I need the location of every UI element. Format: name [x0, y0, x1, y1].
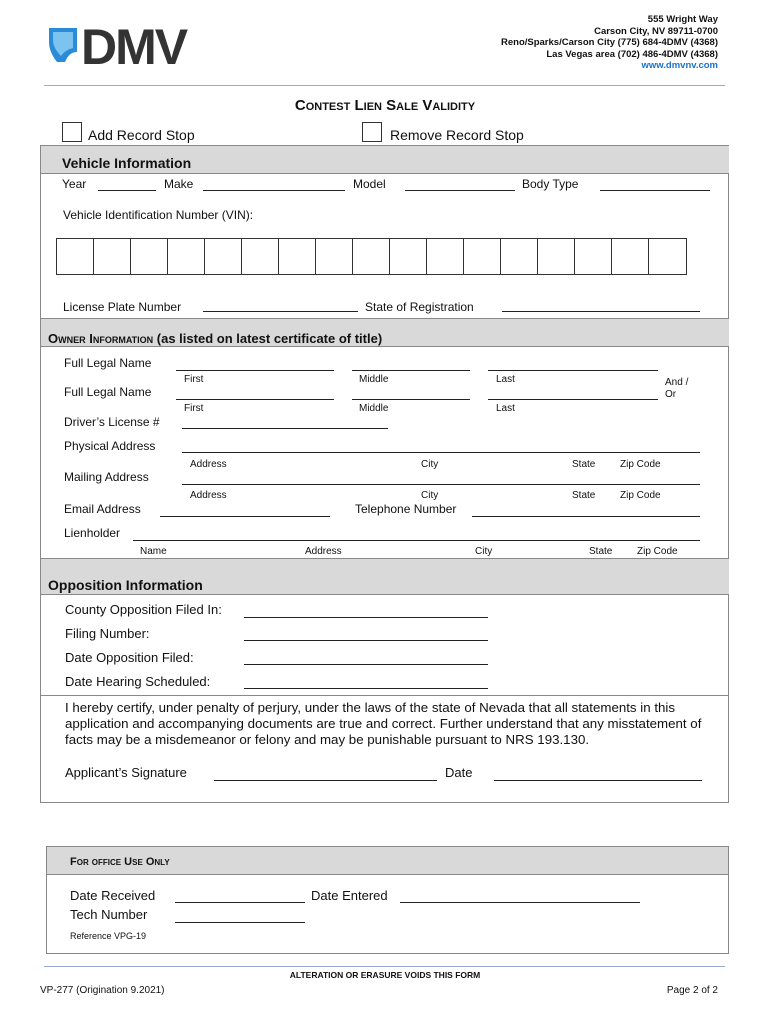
body-type-label: Body Type — [522, 177, 579, 191]
email-field[interactable] — [160, 516, 330, 517]
middle-caption-1: Middle — [359, 374, 389, 385]
email-label: Email Address — [64, 502, 141, 516]
signature-field[interactable] — [214, 780, 437, 781]
and-or-label-1: And / — [665, 377, 689, 388]
state-registration-label: State of Registration — [365, 300, 474, 314]
vin-cell[interactable] — [464, 239, 501, 274]
logo-text: DMV — [81, 19, 187, 75]
license-plate-field[interactable] — [203, 311, 358, 312]
address-line-1: 555 Wright Way — [647, 14, 718, 25]
tech-number-field[interactable] — [175, 922, 305, 923]
website-link[interactable]: www.dmvnv.com — [641, 60, 718, 71]
address-line-4: Las Vegas area (702) 486-4DMV (4368) — [546, 48, 718, 60]
address-caption-2: Address — [190, 490, 227, 501]
tech-number-label: Tech Number — [70, 907, 148, 922]
dmv-logo — [47, 19, 187, 75]
date-filed-field[interactable] — [244, 664, 488, 665]
zip-caption-1: Zip Code — [620, 459, 661, 470]
zip-caption-3: Zip Code — [637, 546, 678, 557]
vin-cell[interactable] — [427, 239, 464, 274]
model-field[interactable] — [405, 190, 515, 191]
county-field[interactable] — [244, 617, 488, 618]
name-caption: Name — [140, 546, 167, 557]
city-caption-2: City — [421, 490, 439, 501]
first-caption-1: First — [184, 374, 204, 385]
vin-grid[interactable] — [56, 238, 687, 275]
owner-title-note: (as listed on latest certificate of title) — [156, 331, 383, 346]
license-plate-label: License Plate Number — [63, 300, 182, 314]
year-label: Year — [62, 177, 87, 191]
middle-name-field-2[interactable] — [352, 399, 470, 400]
address-caption-1: Address — [190, 459, 227, 470]
and-or-label-2: Or — [665, 389, 677, 400]
vin-cell[interactable] — [612, 239, 649, 274]
middle-name-field-1[interactable] — [352, 370, 470, 371]
first-name-field-1[interactable] — [176, 370, 334, 371]
address-line-3: Reno/Sparks/Carson City (775) 684-4DMV (4368) — [501, 37, 718, 48]
add-record-stop-checkbox[interactable] — [62, 122, 82, 142]
vin-cell[interactable] — [501, 239, 538, 274]
mailing-address-label: Mailing Address — [64, 470, 149, 484]
header-rule — [44, 85, 725, 86]
city-caption-1: City — [421, 459, 439, 470]
state-caption-3: State — [589, 546, 613, 557]
lienholder-label: Lienholder — [64, 526, 121, 540]
date-hearing-field[interactable] — [244, 688, 488, 689]
last-name-field-2[interactable] — [488, 399, 658, 400]
vin-cell[interactable] — [57, 239, 94, 274]
form-title: Contest Lien Sale Validity — [294, 97, 476, 114]
add-record-stop-label: Add Record Stop — [88, 127, 195, 143]
footer-warning: ALTERATION OR ERASURE VOIDS THIS FORM — [289, 970, 481, 980]
state-caption-1: State — [572, 459, 596, 470]
form-id: VP-277 (Origination 9.2021) — [40, 985, 165, 996]
date-received-field[interactable] — [175, 902, 305, 903]
vehicle-section-title: Vehicle Information — [62, 155, 192, 171]
full-legal-name-label-2: Full Legal Name — [64, 385, 152, 399]
vin-cell[interactable] — [575, 239, 612, 274]
middle-caption-2: Middle — [359, 403, 389, 414]
zip-caption-2: Zip Code — [620, 490, 661, 501]
date-hearing-label: Date Hearing Scheduled: — [65, 674, 211, 689]
drivers-license-label: Driver’s License # — [64, 415, 160, 429]
remove-record-stop-checkbox[interactable] — [362, 122, 382, 142]
mailing-address-field[interactable] — [182, 484, 700, 485]
vin-cell[interactable] — [353, 239, 390, 274]
vin-cell[interactable] — [168, 239, 205, 274]
vin-label: Vehicle Identification Number (VIN): — [63, 208, 254, 222]
vin-cell[interactable] — [242, 239, 279, 274]
date-field[interactable] — [494, 780, 702, 781]
physical-address-field[interactable] — [182, 452, 700, 453]
last-caption-2: Last — [496, 403, 515, 414]
telephone-label: Telephone Number — [355, 502, 457, 516]
make-label: Make — [164, 177, 194, 191]
model-label: Model — [353, 177, 386, 191]
date-filed-label: Date Opposition Filed: — [65, 650, 194, 665]
certification-text: I hereby certify, under penalty of perjury, under the laws of the state of Nevada that all statements in this application and accompanying documents are true and correct. Further understand that any misstatement of facts may be a misdemeanor or felony and may be punishable pursuant to NRS 193.130. — [65, 700, 702, 747]
filing-number-field[interactable] — [244, 640, 488, 641]
date-label: Date — [445, 765, 473, 780]
owner-title-text: Owner Information — [48, 331, 154, 346]
telephone-field[interactable] — [472, 516, 700, 517]
vin-cell[interactable] — [279, 239, 316, 274]
full-legal-name-label-1: Full Legal Name — [64, 356, 152, 370]
city-caption-3: City — [475, 546, 493, 557]
office-use-title: For office Use Only — [70, 856, 170, 868]
first-caption-2: First — [184, 403, 204, 414]
signature-label: Applicant’s Signature — [65, 765, 187, 780]
vin-cell[interactable] — [131, 239, 168, 274]
vin-cell[interactable] — [205, 239, 242, 274]
lienholder-field[interactable] — [133, 540, 700, 541]
address-caption-3: Address — [305, 546, 342, 557]
page-number: Page 2 of 2 — [666, 985, 718, 996]
make-field[interactable] — [203, 190, 345, 191]
certification-divider — [41, 695, 729, 696]
body-type-field[interactable] — [600, 190, 710, 191]
address-line-2: Carson City, NV 89711-0700 — [594, 25, 718, 37]
filing-number-label: Filing Number: — [65, 626, 150, 641]
date-received-label: Date Received — [70, 888, 156, 903]
vin-cell[interactable] — [316, 239, 353, 274]
year-field[interactable] — [98, 190, 156, 191]
last-caption-1: Last — [496, 374, 515, 385]
opposition-section-title: Opposition Information — [48, 577, 203, 593]
footer-rule — [44, 966, 725, 967]
owner-section-title — [48, 331, 382, 346]
county-label: County Opposition Filed In: — [65, 602, 222, 617]
drivers-license-field[interactable] — [182, 428, 388, 429]
state-caption-2: State — [572, 490, 596, 501]
date-entered-field[interactable] — [400, 902, 640, 903]
date-entered-label: Date Entered — [311, 888, 388, 903]
physical-address-label: Physical Address — [64, 439, 156, 453]
state-registration-field[interactable] — [502, 311, 700, 312]
vin-cell[interactable] — [538, 239, 575, 274]
last-name-field-1[interactable] — [488, 370, 658, 371]
vin-cell[interactable] — [390, 239, 427, 274]
remove-record-stop-label: Remove Record Stop — [390, 127, 524, 143]
first-name-field-2[interactable] — [176, 399, 334, 400]
vin-cell[interactable] — [649, 239, 686, 274]
dmv-address-block — [501, 14, 718, 72]
reference-label: Reference VPG-19 — [70, 931, 147, 941]
vin-cell[interactable] — [94, 239, 131, 274]
